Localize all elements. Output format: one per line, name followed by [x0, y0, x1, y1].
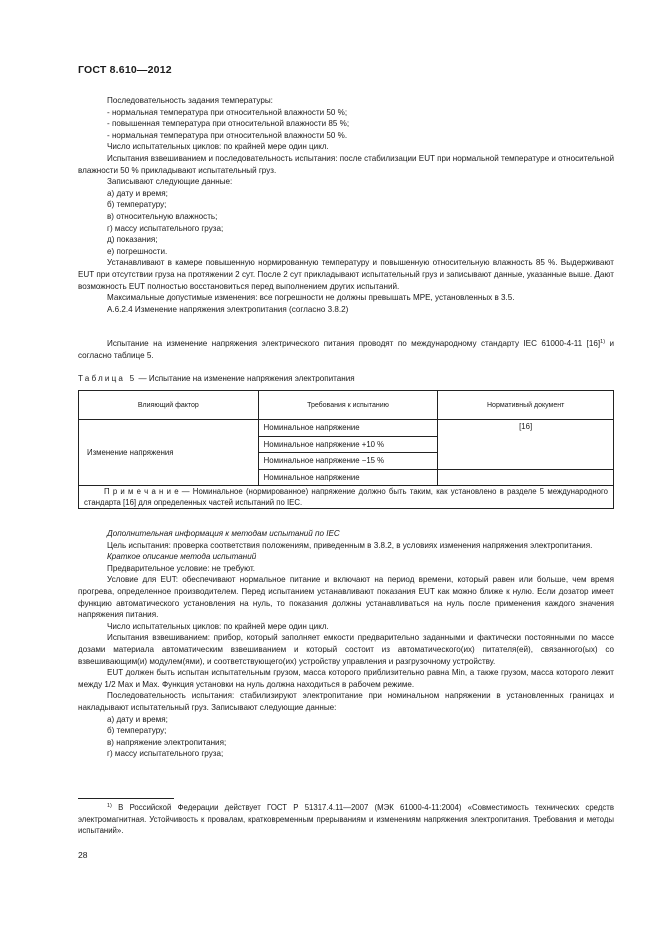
table-row	[79, 420, 614, 437]
footnote-mark: 1)	[107, 803, 112, 809]
paragraph: г) массу испытательного груза;	[107, 223, 224, 233]
factor-cell: Изменение напряжения	[79, 420, 259, 486]
paragraph: в) напряжение электропитания;	[107, 737, 227, 747]
iec-paragraph	[78, 338, 614, 361]
paragraph: Предварительное условие: не требуют.	[107, 563, 256, 573]
paragraph: Условие для EUT: обеспечивают нормальное питание и включают на период времени, который равен или больше, чем время прогрева, определенное производителем. Перед испытанием устанавливают показания EUT как можно ближе к нулю. Если дозатор имеет функцию автоматического установления на нуль, то показания должны устанавливаться на нуль после применения каждого значения напряжения питания.	[78, 575, 614, 620]
paragraph: Краткое описание метода испытаний	[107, 552, 257, 562]
voltage-table	[78, 390, 614, 509]
paragraph: Число испытательных циклов: по крайней мере один цикл.	[107, 621, 329, 631]
paragraph: - нормальная температура при относительной влажности 50 %;	[107, 107, 348, 117]
paragraph: Последовательность испытания: стабилизируют электропитание при номинальном напряжении в установленных границах и накладывают испытательный груз. Записывают следующие данные:	[78, 691, 614, 712]
empty-cell	[438, 469, 614, 486]
requirement-cell: Номинальное напряжение	[258, 469, 438, 486]
footnote-text: В Российской Федерации действует ГОСТ Р 51317.4.11—2007 (МЭК 61000-4-11:2004) «Совместимость технических средств электромагнитная. Устойчивость к провалам, кратковременным прерываниям и изменениям напряжения электропитания. Требования и методы испытаний».	[78, 803, 614, 836]
table-note: П р и м е ч а н и е — Номинальное (нормированное) напряжение должно быть таким, как установлено в разделе 5 международного стандарта [16] для определенных частей испытаний по IEC.	[79, 486, 614, 509]
paragraph: Устанавливают в камере повышенную нормированную температуру и повышенную относительную влажность 85 %. Выдерживают EUT при отсутствии груза на протяжении 2 сут. После 2 сут прикладывают испытательный груз и записывают данные, указанные выше. Дают возможность EUT полностью восстановиться перед выполнением других испытаний.	[78, 258, 614, 291]
paragraph: Испытания взвешиванием и последовательность испытания: после стабилизации EUT при нормальной температуре и относительной влажности 50 % прикладывают испытательный груз.	[78, 153, 614, 175]
paragraph: б) температуру;	[107, 200, 167, 210]
paragraph: Испытания взвешиванием: прибор, который заполняет емкости предварительно заданными и фактически постоянными по массе дозами материала автоматическим взвешиванием и который состоит из автоматического(их) питателя(ей), связанного(ых) со взвешивающим(и) модулем(ями), и соответствующего(их) устройству управления и разгрузочному устройству.	[78, 633, 614, 666]
paragraph: Максимальные допустимые изменения: все погрешности не должны превышать MPE, установленных в 3.5.	[107, 293, 515, 303]
table-note-row	[79, 486, 614, 509]
text-block-bottom	[78, 528, 614, 760]
paragraph: е) погрешности.	[107, 246, 168, 256]
table-caption-text: — Испытание на изменение напряжения электропитания	[136, 374, 355, 383]
paragraph: Последовательность задания температуры:	[107, 96, 273, 105]
paragraph: д) показания;	[107, 235, 158, 245]
iec-text: Испытание на изменение напряжения электрического питания проводят по международному стандарту IEC 61000-4-11 [16]	[107, 339, 601, 348]
requirement-cell: Номинальное напряжение −15 %	[258, 453, 438, 470]
paragraph: - нормальная температура при относительной влажности 50 %.	[107, 130, 348, 140]
paragraph: а) дату и время;	[107, 188, 168, 198]
paragraph: EUT должен быть испытан испытательным грузом, масса которого приблизительно равна Min, а также грузом, масса которого лежит между 1/2 Max и Max. Функция установки на нуль должна находиться в рабочем режиме.	[78, 668, 614, 689]
text-block-top	[78, 95, 614, 315]
paragraph: б) температуру;	[107, 726, 167, 736]
paragraph: г) массу испытательного груза;	[107, 749, 224, 759]
paragraph: Число испытательных циклов: по крайней мере один цикл.	[107, 142, 329, 152]
paragraph: в) относительную влажность;	[107, 211, 218, 221]
table-caption-label: Таблица 5	[78, 374, 137, 383]
table-caption	[78, 374, 355, 383]
requirement-cell: Номинальное напряжение +10 %	[258, 436, 438, 453]
iec-text-tail: и согласно таблице 5.	[78, 339, 615, 360]
table-header-row	[79, 391, 614, 420]
table-header-cell: Требования к испытанию	[258, 391, 438, 420]
document-header: ГОСТ 8.610—2012	[78, 64, 172, 76]
doc-cell: [16]	[438, 420, 614, 470]
footnote	[78, 802, 614, 837]
page-number: 28	[78, 850, 88, 860]
paragraph: Цель испытания: проверка соответствия положениям, приведенным в 3.8.2, в условиях изменения напряжения электропитания.	[107, 540, 593, 550]
table-header-cell: Нормативный документ	[438, 391, 614, 420]
requirement-cell: Номинальное напряжение	[258, 420, 438, 437]
footnote-ref: 1)	[600, 339, 606, 345]
paragraph: а) дату и время;	[107, 714, 168, 724]
paragraph: - повышенная температура при относительной влажности 85 %;	[107, 119, 350, 129]
paragraph: Записывают следующие данные:	[107, 177, 233, 187]
footnote-divider	[78, 798, 174, 799]
table-header-cell: Влияющий фактор	[79, 391, 259, 420]
paragraph: А.6.2.4 Изменение напряжения электропитания (согласно 3.8.2)	[107, 304, 349, 314]
paragraph: Дополнительная информация к методам испытаний по IEC	[107, 529, 340, 538]
